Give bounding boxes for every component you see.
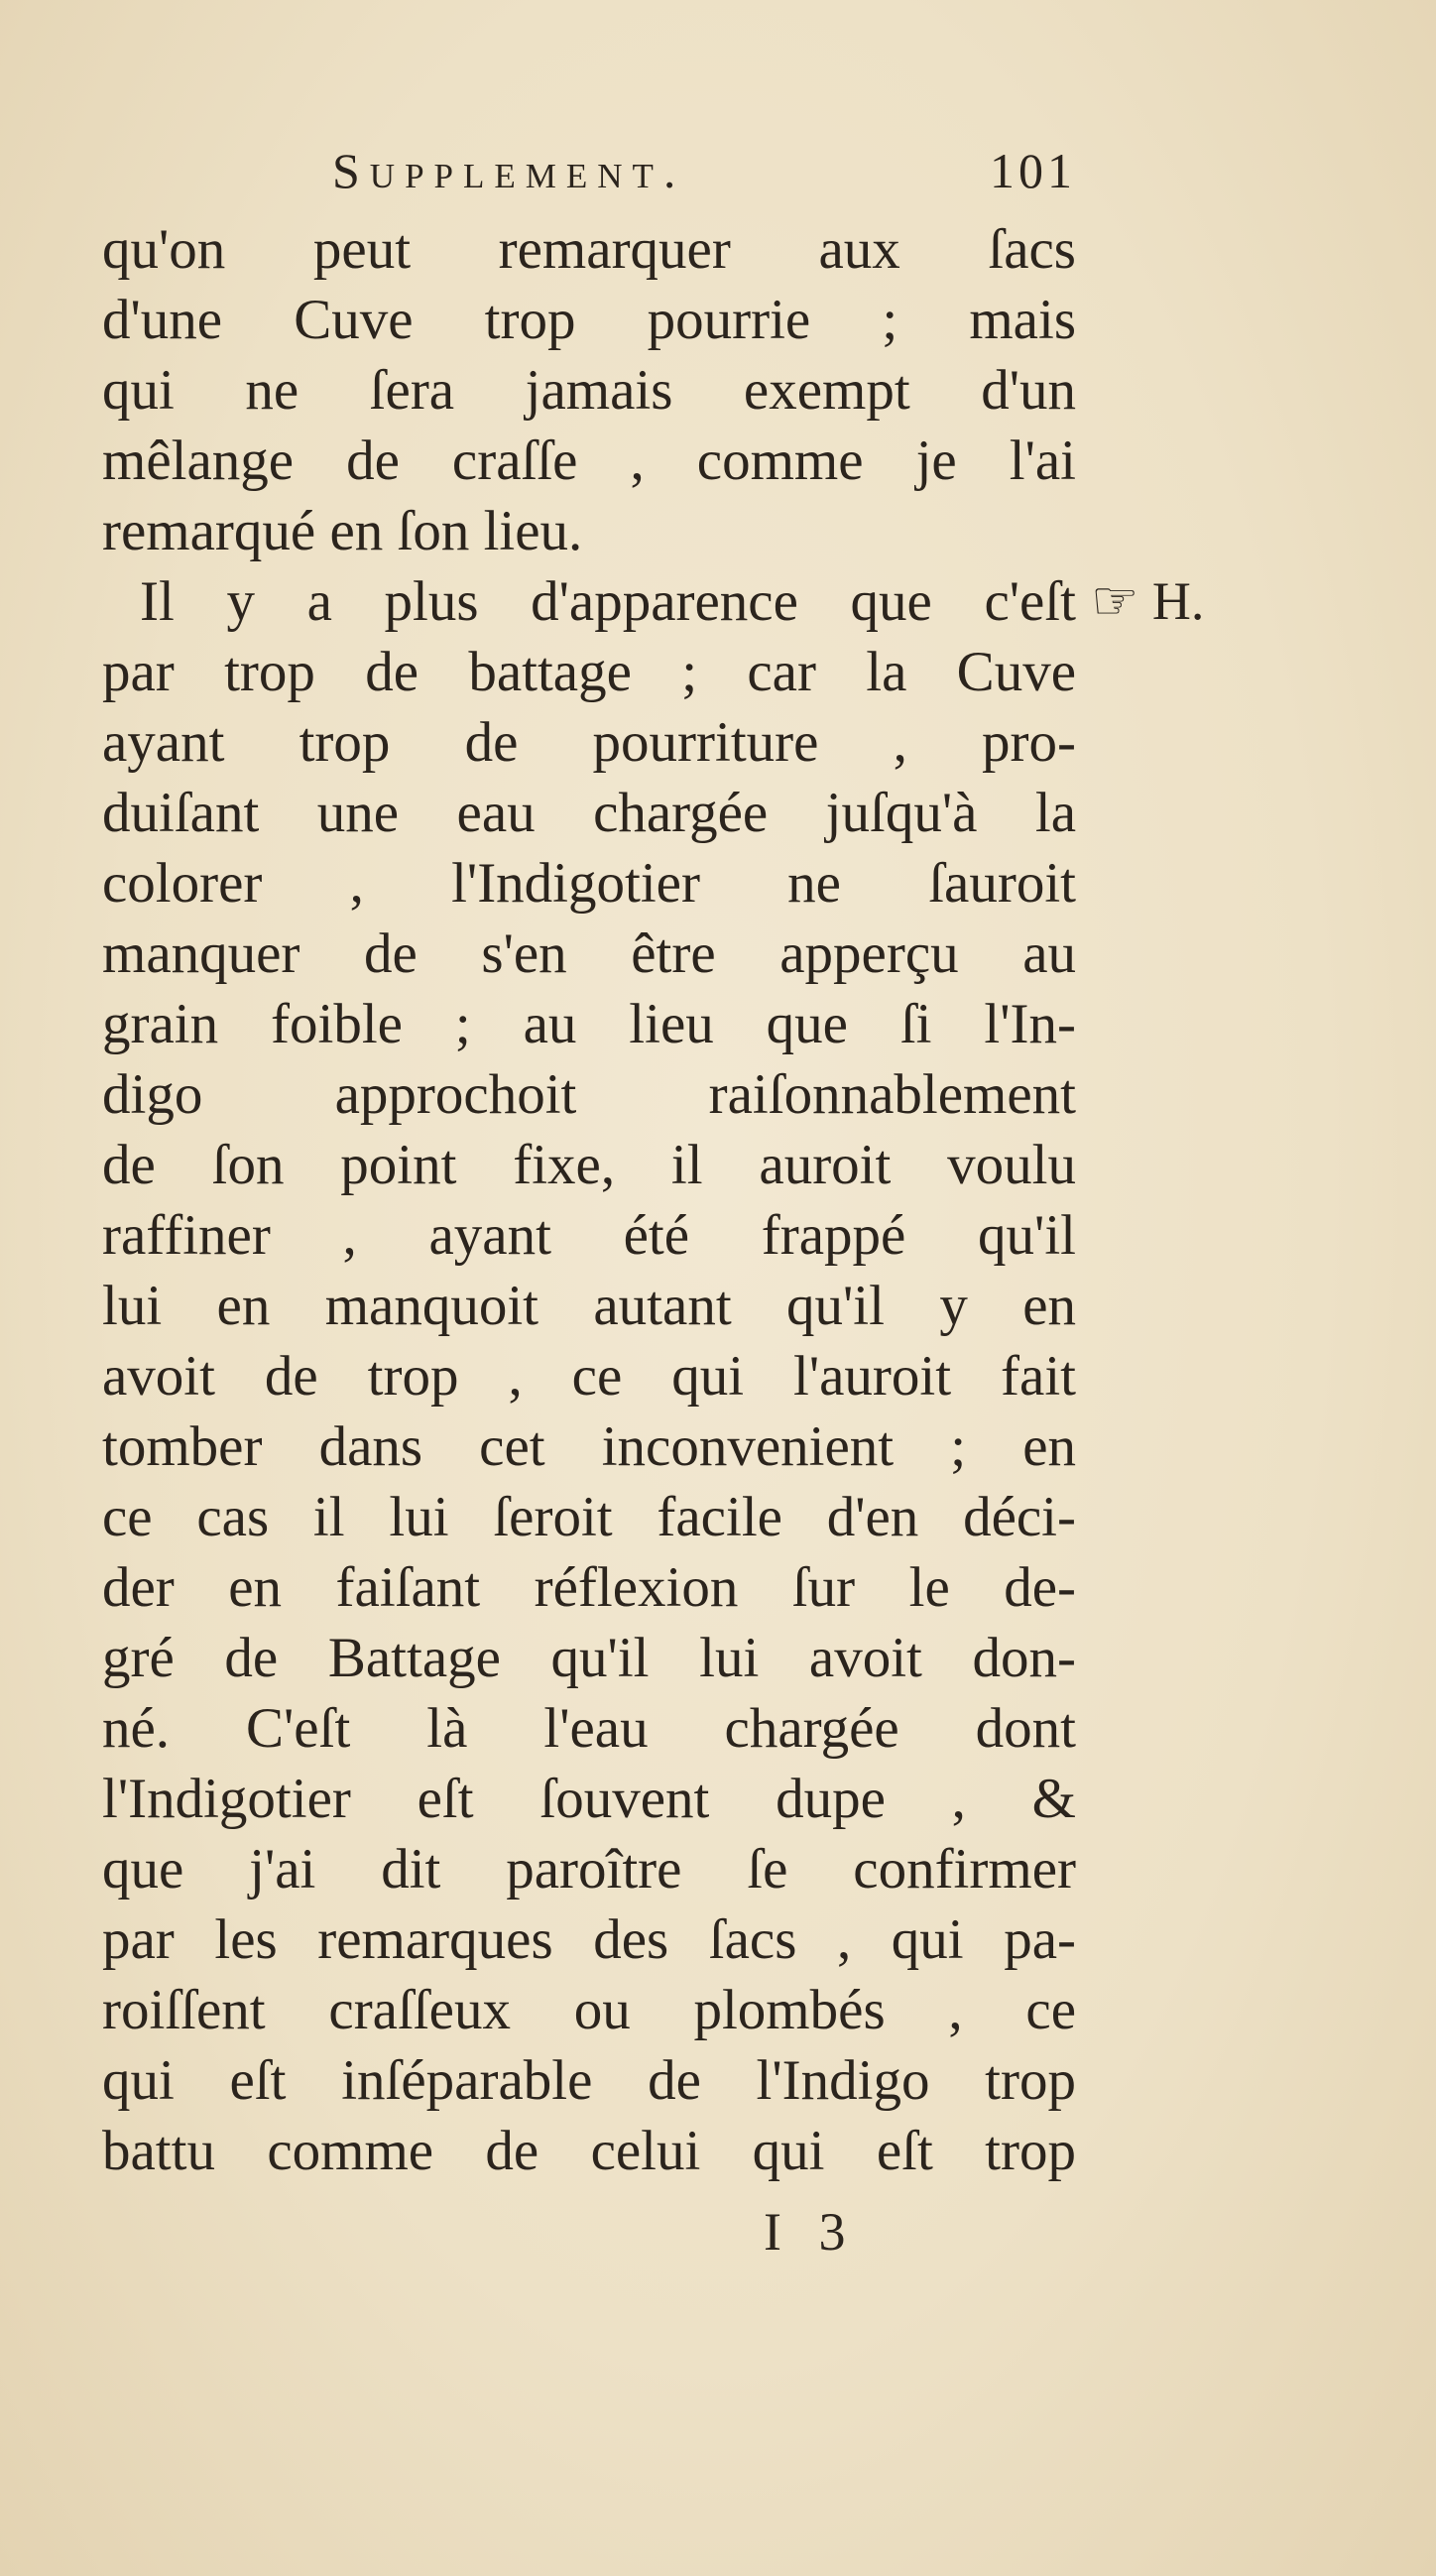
text-line: l'Indigotier eſt ſouvent dupe , & (102, 1768, 1076, 1830)
text-line: roiſſent craſſeux ou plombés , ce (102, 1979, 1076, 2041)
text-line: tomber dans cet inconvenient ; en (102, 1415, 1076, 1478)
text-line: colorer , l'Indigotier ne ſauroit (102, 852, 1076, 915)
text-line: avoit de trop , ce qui l'auroit fait (102, 1345, 1076, 1408)
text-line: der en faiſant réflexion ſur le de- (102, 1556, 1076, 1619)
text-line: digo approchoit raiſonnablement (102, 1063, 1076, 1126)
text-line: d'une Cuve trop pourrie ; mais (102, 289, 1076, 351)
text-line: battu comme de celui qui eſt trop (102, 2120, 1076, 2182)
text-line: remarqué en ſon lieu. (102, 500, 583, 562)
text-line: de ſon point fixe, il auroit voulu (102, 1134, 1076, 1196)
margin-note: ☞ H. (1091, 571, 1205, 631)
text-line: né. C'eſt là l'eau chargée dont (102, 1697, 1076, 1760)
body-text (102, 214, 1076, 2186)
text-line: grain foible ; au lieu que ſi l'In- (102, 993, 1076, 1055)
text-line: Il y a plus d'apparence que c'eſt (140, 570, 1076, 633)
text-line: lui en manquoit autant qu'il y en (102, 1275, 1076, 1337)
text-line: gré de Battage qu'il lui avoit don- (102, 1627, 1076, 1689)
text-line: mêlange de craſſe , comme je l'ai (102, 429, 1076, 492)
text-line: qui ne ſera jamais exempt d'un (102, 359, 1076, 422)
text-line: ayant trop de pourriture , pro- (102, 711, 1076, 774)
signature-mark: I 3 (764, 2202, 858, 2262)
page-header (332, 141, 1076, 200)
running-title: Supplement. (332, 143, 686, 198)
text-line: qui eſt inſéparable de l'Indigo trop (102, 2049, 1076, 2112)
text-line: par les remarques des ſacs , qui pa- (102, 1908, 1076, 1971)
text-line: qu'on peut remarquer aux ſacs (102, 218, 1076, 281)
text-line: par trop de battage ; car la Cuve (102, 641, 1076, 703)
text-line: manquer de s'en être apperçu au (102, 922, 1076, 985)
text-line: duiſant une eau chargée juſqu'à la (102, 782, 1076, 844)
text-line: que j'ai dit paroître ſe confirmer (102, 1838, 1076, 1901)
text-line: raffiner , ayant été frappé qu'il (102, 1204, 1076, 1267)
text-line: ce cas il lui ſeroit facile d'en déci- (102, 1486, 1076, 1548)
page-number: 101 (990, 143, 1076, 198)
